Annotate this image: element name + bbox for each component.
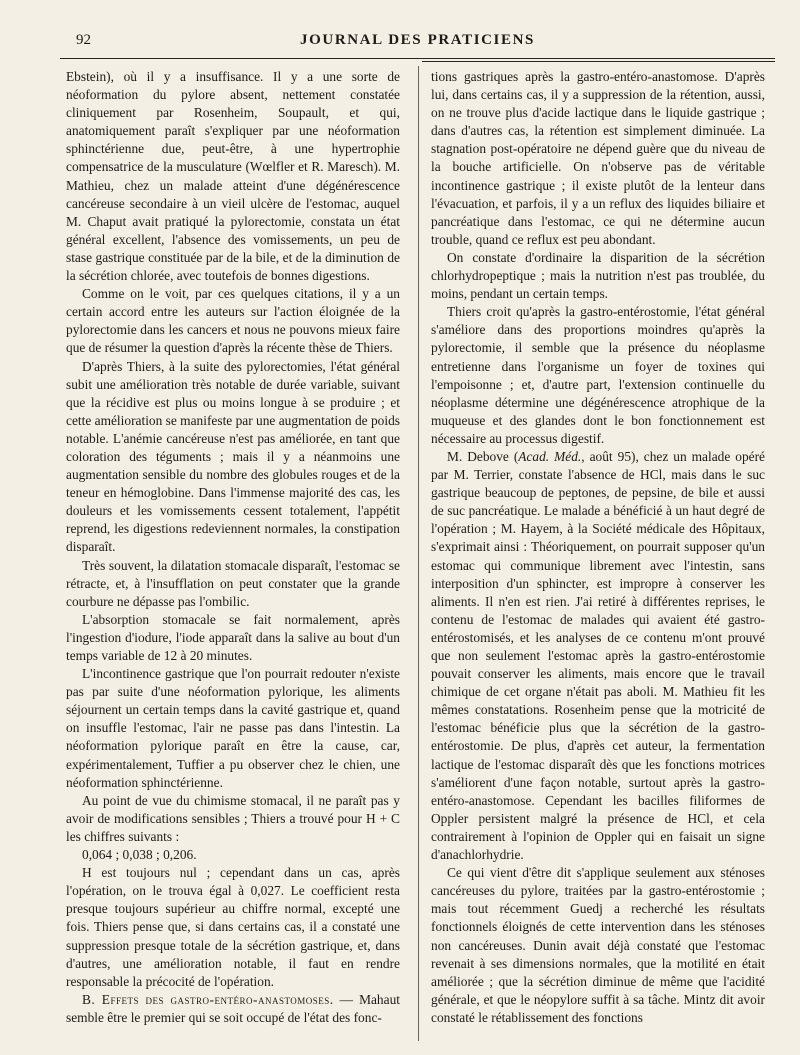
paragraph-text: , août 95), chez un malade opéré par M. Terrier, constate l'absence de HCl, mais dans le suc gastrique beaucoup de peptones, de pepsine, de bile et aussi de suc pancréatique. Le malade a bénéficié à un haut degré de l'opération ; M. Hayem, à la Société médicale des Hôpitaux, s'exprimait ainsi : Théoriquement, on pourrait supposer qu'un estomac qui communique librement avec l'intestin, sans interposition d'un sphincter, est impropre à conserver les aliments. Il n'en est rien. J'ai retiré à différentes reprises, le contenu de l'estomac de malades qui avaient été gastro-entérostomisés, et les analyses de ce contenu m'ont prouvé que non seulement l'estomac après la gastro-entérostomie pouvait conserver les aliments, mais encore que le travail chimique de cet organe n'était pas aboli. M. Mathieu fit les mêmes constatations. Rosenheim pense que la motricité de l'estomac bénéficie plus que la sécrétion de la gastro-entérostomie. De plus, d'après cet auteur, la fermentation lactique de l'estomac disparaît dès que les fonctions motrices s'améliorent d'une façon notable, surtout après la gastro-entéro-anastomose. Cependant les bacilles filiformes de Oppler persistent malgré la présence de HCl, et cela contrairement à l'opinion de Oppler qui en faisait un signe d'anachlorhydrie. (431, 448, 765, 863)
paragraph: Très souvent, la dilatation stomacale disparaît, l'estomac se rétracte, et, à l'insufflation on peut constater que la grande courbure ne dépasse pas l'ombilic. (66, 557, 400, 609)
paragraph: Ce qui vient d'être dit s'applique seulement aux sténoses cancéreuses du pylore, traitées par la gastro-entérostomie ; mais tout récemment Guedj a recherché les résultats fonctionnels éloignés de cette intervention dans les sténoses non cancéreuses. Dunin avait déjà constaté que l'estomac revenait à ses dimensions normales, que la motilité en était améliorée ; que la sécrétion diminue de même que l'acidité générale, et que le néopylore suffit à sa tâche. Mintz dit avoir constaté le rétablissement des fonctions (431, 865, 765, 1025)
values-line: 0,064 ; 0,038 ; 0,206. (82, 847, 197, 863)
paragraph: tions gastriques après la gastro-entéro-anastomose. D'après lui, dans certains cas, il y a suppression de la rétention, aussi, on ne trouve plus d'acide lactique dans le liquide gastrique ; dans d'autres cas, la rétention est simplement diminuée. La stagnation post-opératoire ne dépend guère que du niveau de la bouche artificielle. On n'observe pas de véritable incontinence gastrique ; il existe plutôt de la lenteur dans l'évacuation, et parfois, il y a un reflux des liquides biliaire et pancréatique dans l'estomac, ce qui ne détermine aucun trouble, quand ce reflux est peu abondant. (431, 69, 765, 247)
paragraph (431, 448, 765, 864)
left-column (66, 68, 400, 1027)
paragraph-text: M. Debove ( (447, 448, 519, 464)
paragraph: On constate d'ordinaire la disparition de la sécrétion chlorhydropeptique ; mais la nutrition n'est pas troublée, du moins, pendant un certain temps. (431, 249, 765, 302)
citation: Acad. Méd. (518, 448, 582, 464)
section-heading: B. Effets des gastro-entéro-anastomoses. (82, 991, 334, 1007)
section-text: — Mahaut semble être le premier qui se soit occupé de l'état des fonc- (66, 991, 400, 1025)
page-header (60, 32, 775, 54)
paragraph: H est toujours nul ; cependant dans un cas, après l'opération, on le trouva égal à 0,027. Le coefficient resta presque toujours supérieur au chiffre normal, excepté une fois. Thiers pense que, si dans certains cas, il a constaté une suppression presque totale de la sécrétion gastrique, et, dans d'autres, une amélioration notable, il faut en rendre responsable la précocité de l'opération. (66, 865, 400, 989)
running-title: JOURNAL DES PRATICIENS (300, 32, 535, 48)
paragraph: L'incontinence gastrique que l'on pourrait redouter n'existe pas par suite d'une néoformation pylorique, les aliments séjournent un certain temps dans la cavité gastrique et, quand on insuffle l'estomac, l'air ne passe pas dans l'intestin. La néoformation pylorique paraît en être la cause, car, expérimentalement, Tuffier a pu observer chez le chien, une néoformation sphinctérienne. (66, 666, 400, 790)
header-rule (60, 58, 775, 59)
paragraph: L'absorption stomacale se fait normalement, après l'ingestion d'iodure, l'iode apparaît dans la salive au bout d'un temps variable de 12 à 20 minutes. (66, 611, 400, 663)
paragraph: Thiers croit qu'après la gastro-entérostomie, l'état général s'améliore dans des proportions moindres qu'après la pylorectomie, il semble que la présence du néoplasme entretienne dans l'organisme un foyer de toxines qui l'empoisonne ; et, d'autre part, l'extension continuelle du néoplasme détermine une dégénérescence atrophique de la muqueuse et des glandes dont le bon fonctionnement est nécessaire au processus digestif. (431, 304, 765, 446)
paragraph: Ebstein), où il y a insuffisance. Il y a une sorte de néoformation du pylore absent, nettement constatée cliniquement par Rosenheim, Soupault, et qui, anatomiquement paraît s'expliquer par une néoformation sphinctérienne due, peut-être, à une hypertrophie compensatrice de la musculature (Wœlfler et R. Maresch). M. Mathieu, chez un malade atteint d'une dégénérescence cancéreuse secondaire à un vieil ulcère de l'estomac, auquel M. Chaput avait pratiqué la pylorectomie, constata un état général excellent, l'absence des vomissements, un peu de stase gastrique constituée par de la bile, et de la diminution de la sécrétion chlorée, avec toutefois de bonnes digestions. (66, 69, 400, 284)
paragraph: Comme on le voit, par ces quelques citations, il y a un certain accord entre les auteurs sur l'action éloignée de la pylorectomie dans les cancers et nous ne pouvons mieux faire que de résumer la question d'après la récente thèse de Thiers. (66, 286, 400, 356)
paragraph: Au point de vue du chimisme stomacal, il ne paraît pas y avoir de modifications sensibles ; Thiers a trouvé pour H + C les chiffres suivants : (66, 792, 400, 844)
page-number: 92 (76, 32, 91, 48)
section-paragraph (66, 991, 400, 1027)
right-column (431, 68, 765, 1027)
column-divider (418, 66, 419, 1041)
header-rule-secondary (422, 61, 775, 62)
paragraph: D'après Thiers, à la suite des pylorectomies, l'état général subit une amélioration très notable de durée variable, suivant que la récidive est plus ou moins longue à se produire ; et cette amélioration se manifeste par une augmentation de poids notable. L'anémie cancéreuse n'est pas améliorée, en tant que coloration des téguments ; mais il y a néanmoins une augmentation sensible du nombre des globules rouges et de la teneur en hémoglobine. Dans l'immense majorité des cas, les douleurs et les vomissements cessent totalement, l'appétit reprend, les digestions redeviennent normales, la constipation disparaît. (66, 358, 400, 555)
